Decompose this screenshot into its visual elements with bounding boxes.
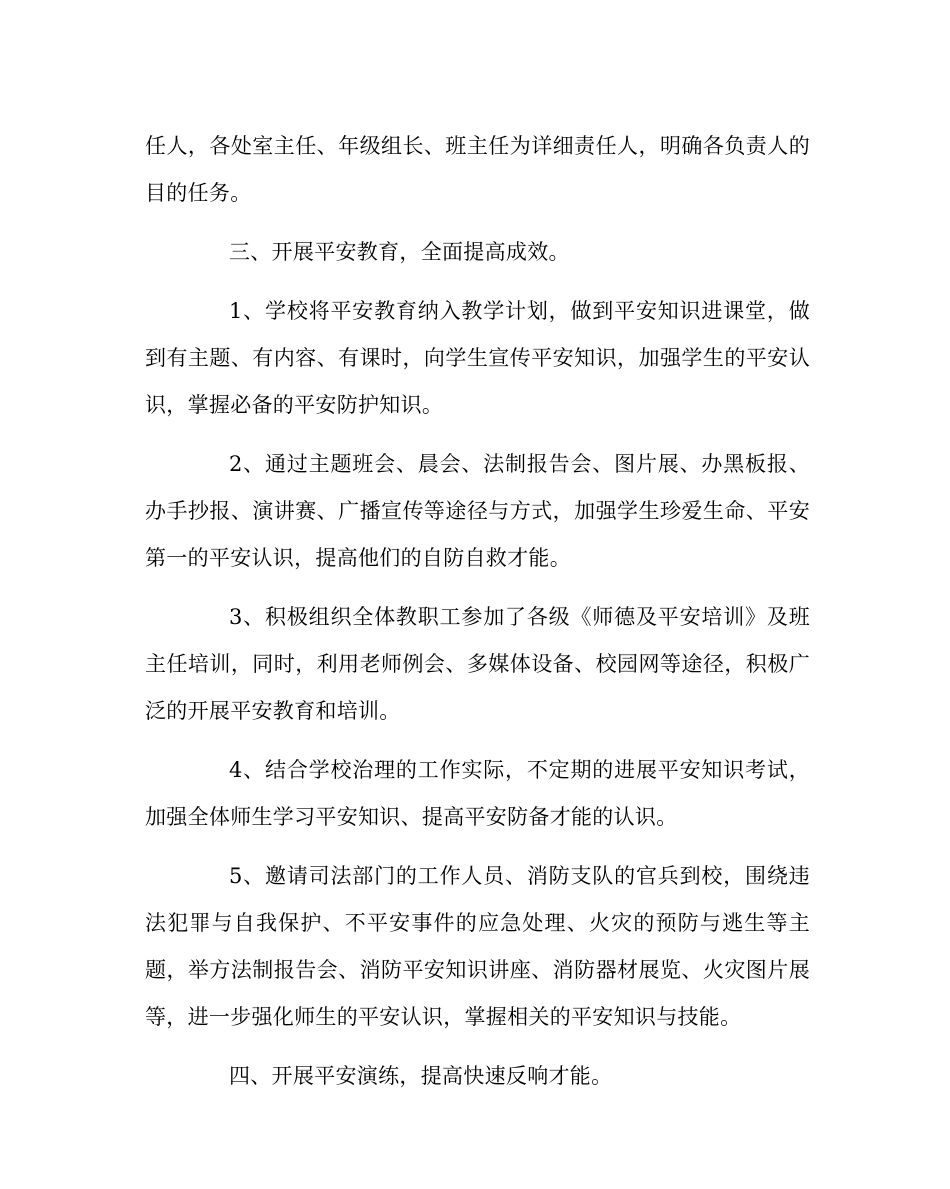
paragraph-item-5: 5、邀请司法部门的工作人员、消防支队的官兵到校，围绕违法犯罪与自我保护、不平安事件的应急处理、火灾的预防与逃生等主题，举方法制报告会、消防平安知识讲座、消防器材展览、火灾图片展等，进一步强化师生的平安认识，掌握相关的平安知识与技能。 <box>145 864 810 1029</box>
heading-safety-drill: 四、开展平安演练，提高快速反响才能。 <box>229 1064 613 1088</box>
document-body <box>145 123 810 1112</box>
paragraph-item-3: 3、积极组织全体教职工参加了各级《师德及平安培训》及班主任培训，同时，利用老师例会、多媒体设备、校园网等途径，积极广泛的开展平安教育和培训。 <box>145 605 810 723</box>
heading-safety-education: 三、开展平安教育，全面提高成效。 <box>229 240 570 264</box>
paragraph-responsibility: 任人，各处室主任、年级组长、班主任为详细责任人，明确各负责人的目的任务。 <box>145 134 810 205</box>
paragraph-item-1: 1、学校将平安教育纳入教学计划，做到平安知识进课堂，做到有主题、有内容、有课时，向学生宣传平安知识，加强学生的平安认识，掌握必备的平安防护知识。 <box>145 299 810 417</box>
paragraph-item-4: 4、结合学校治理的工作实际，不定期的进展平安知识考试，加强全体师生学习平安知识、提高平安防备才能的认识。 <box>145 758 810 829</box>
paragraph-item-2: 2、通过主题班会、晨会、法制报告会、图片展、办黑板报、办手抄报、演讲赛、广播宣传等途径与方式，加强学生珍爱生命、平安第一的平安认识，提高他们的自防自救才能。 <box>145 452 810 570</box>
